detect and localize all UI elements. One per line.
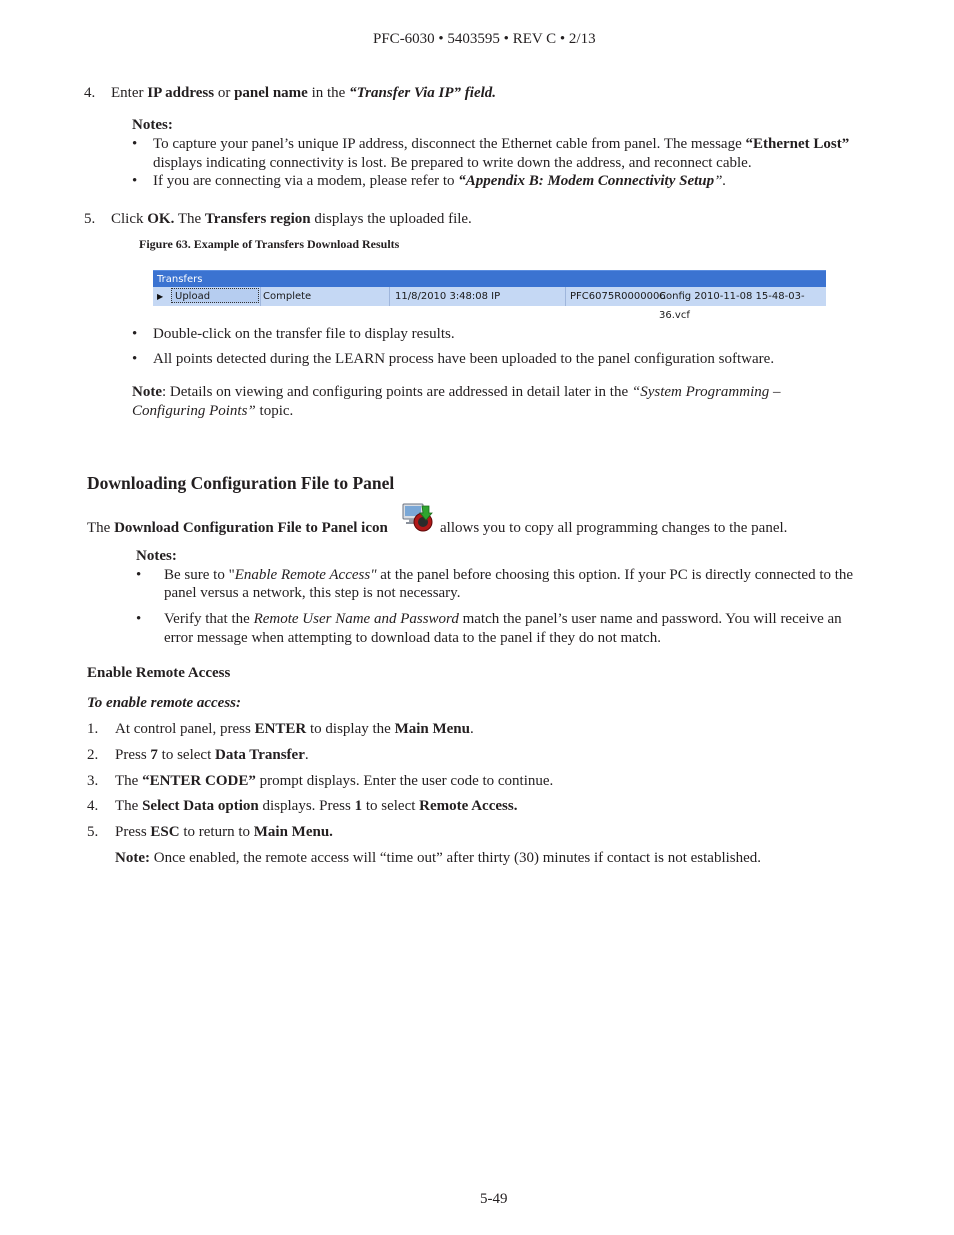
panel-name-term: panel name bbox=[234, 85, 308, 101]
step-4-text bbox=[111, 85, 496, 102]
grid-line bbox=[389, 287, 390, 306]
transfer-via-ip-field-ref: “Transfer Via IP” field. bbox=[349, 85, 497, 101]
transfers-panel bbox=[153, 270, 826, 321]
remote-timeout-note: Note: Once enabled, the remote access will “time out” after thirty (30) minutes if contact is not established. bbox=[115, 850, 762, 866]
text: or bbox=[214, 85, 235, 101]
bullet-double-click: Double-click on the transfer file to display results. bbox=[153, 326, 455, 342]
bullet-learn-points: All points detected during the LEARN process have been uploaded to the panel configuration software. bbox=[153, 351, 775, 367]
section-intro: The Download Configuration File to Panel icon bbox=[87, 520, 388, 536]
section-intro-cont: allows you to copy all programming changes to the panel. bbox=[440, 520, 788, 536]
step-number: 5. bbox=[87, 824, 99, 840]
text: in the bbox=[307, 85, 350, 101]
step-number: 4. bbox=[84, 85, 96, 101]
bullet: • bbox=[132, 351, 138, 367]
note-details: Note: Details on viewing and configuring points are addressed in detail later in the “System Programming – bbox=[132, 384, 781, 400]
remote-step-4: The Select Data option displays. Press 1 to select Remote Access. bbox=[115, 798, 518, 814]
note-verify-credentials: Verify that the Remote User Name and Password match the panel’s user name and password. You will receive an bbox=[164, 611, 842, 627]
figure-caption: Figure 63. Example of Transfers Download Results bbox=[139, 237, 400, 251]
transfer-row[interactable] bbox=[153, 287, 826, 321]
bullet: • bbox=[132, 326, 138, 342]
remote-step-3: The “ENTER CODE” prompt displays. Enter the user code to continue. bbox=[115, 773, 554, 789]
page-number: 5-49 bbox=[480, 1191, 508, 1207]
system-programming-reference: “System Programming – bbox=[631, 384, 781, 400]
text: Enter bbox=[111, 85, 148, 101]
transfer-type-cell[interactable]: Upload bbox=[171, 288, 259, 303]
download-to-panel-icon bbox=[402, 500, 434, 532]
transfer-datetime-cell: 11/8/2010 3:48:08 IP bbox=[395, 291, 501, 302]
transfer-panel-cell: PFC6075R0000006 bbox=[570, 291, 666, 302]
note-enable-remote: Be sure to "Enable Remote Access" at the panel before choosing this option. If your PC is directly connected to the bbox=[164, 567, 854, 583]
download-icon-term: Download Configuration File to Panel icon bbox=[114, 520, 388, 536]
transfer-file-cell: Config 2010-11-08 15-48-03-36.vcf bbox=[659, 291, 805, 321]
remote-step-1: At control panel, press ENTER to display the Main Menu. bbox=[115, 721, 474, 737]
step-5-text: Click OK. The Transfers region displays the uploaded file. bbox=[111, 211, 472, 227]
step-number: 3. bbox=[87, 773, 99, 789]
transfers-region-term: Transfers region bbox=[204, 211, 311, 227]
ethernet-lost-message: “Ethernet Lost” bbox=[745, 136, 850, 152]
note-ethernet: To capture your panel’s unique IP address, disconnect the Ethernet cable from panel. The message “Ethernet Lost” bbox=[153, 136, 850, 152]
row-selector-icon: ▶ bbox=[157, 292, 164, 301]
document-id-header: PFC-6030 • 5403595 • REV C • 2/13 bbox=[373, 31, 596, 47]
appendix-b-reference: “Appendix B: Modem Connectivity Setup bbox=[458, 173, 715, 189]
transfers-header: Transfers bbox=[153, 270, 826, 287]
note-enable-remote-cont: panel versus a network, this step is not necessary. bbox=[164, 585, 461, 601]
note-ethernet-cont: displays indicating connectivity is lost. Be prepared to write down the address, and reconnect cable. bbox=[153, 155, 752, 171]
step-4 bbox=[84, 85, 95, 102]
ok-term: OK. bbox=[147, 211, 175, 227]
grid-line bbox=[565, 287, 566, 306]
notes-label: Notes: bbox=[136, 548, 177, 564]
subheading: Enable Remote Access bbox=[87, 665, 231, 681]
remote-step-2: Press 7 to select Data Transfer. bbox=[115, 747, 309, 763]
step-number: 4. bbox=[87, 798, 99, 814]
notes-label: Notes: bbox=[132, 117, 173, 133]
grid-line bbox=[260, 287, 261, 306]
enable-remote-access-ref: Enable Remote Access" bbox=[234, 567, 377, 583]
bullet: • bbox=[132, 136, 138, 152]
note-verify-credentials-cont: error message when attempting to download data to the panel if they do not match. bbox=[164, 630, 661, 646]
bullet: • bbox=[136, 567, 142, 583]
procedure-title: To enable remote access: bbox=[87, 695, 241, 711]
bullet: • bbox=[132, 173, 138, 189]
note-modem: If you are connecting via a modem, please refer to “Appendix B: Modem Connectivity Setup”. bbox=[153, 173, 727, 189]
note-details-cont: Configuring Points” topic. bbox=[132, 403, 294, 419]
bullet: • bbox=[136, 611, 142, 627]
remote-step-5: Press ESC to return to Main Menu. bbox=[115, 824, 333, 840]
ip-address-term: IP address bbox=[147, 85, 215, 101]
remote-user-name-ref: Remote User Name and Password bbox=[253, 611, 459, 627]
section-heading: Downloading Configuration File to Panel bbox=[87, 473, 395, 493]
transfer-status-cell: Complete bbox=[263, 291, 312, 302]
step-number: 1. bbox=[87, 721, 99, 737]
step-5-number: 5. bbox=[84, 211, 96, 227]
step-number: 2. bbox=[87, 747, 99, 763]
